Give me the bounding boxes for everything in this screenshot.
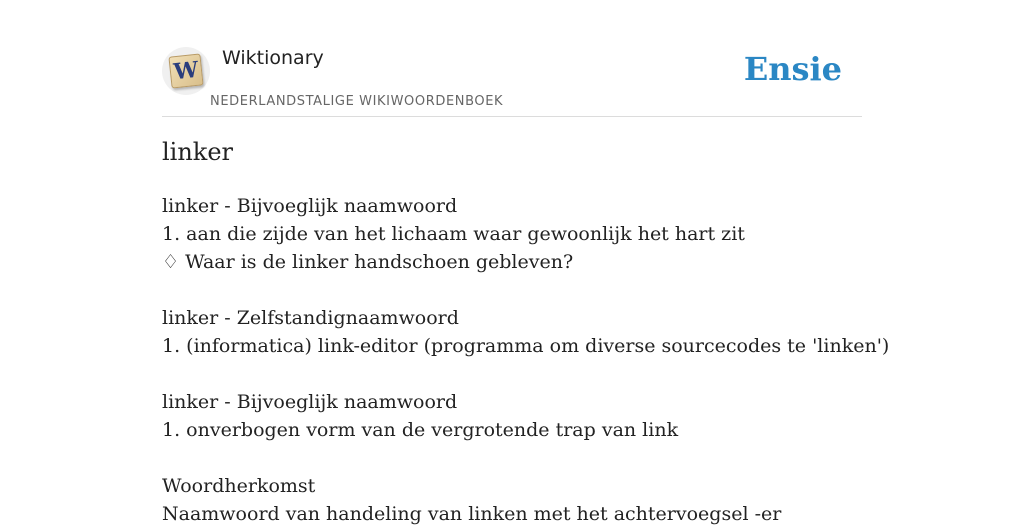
entry-example: ♢ Waar is de linker handschoen gebleven?: [162, 251, 574, 273]
entry-heading: linker - Bijvoeglijk naamwoord: [162, 391, 458, 413]
wiktionary-logo[interactable]: [162, 47, 210, 95]
definitions-content: [162, 192, 890, 528]
entry-definition: 1. aan die zijde van het lichaam waar gewoonlijk het hart zit: [162, 223, 745, 245]
etymology-heading: Woordherkomst: [162, 475, 316, 497]
site-subtitle: NEDERLANDSTALIGE WIKIWOORDENBOEK: [210, 94, 504, 109]
spacer: [162, 360, 882, 388]
spacer: [162, 276, 882, 304]
header: [162, 40, 862, 117]
entry-definition: 1. (informatica) link-editor (programma om diverse sourcecodes te 'linken'): [162, 335, 890, 357]
ensie-brand-link[interactable]: Ensie: [743, 50, 842, 88]
entry-heading: linker - Zelfstandignaamwoord: [162, 307, 459, 329]
logo-tile-icon: W: [168, 53, 203, 88]
spacer: [162, 444, 882, 472]
page-title: linker: [162, 138, 234, 166]
entry-heading: linker - Bijvoeglijk naamwoord: [162, 195, 458, 217]
site-name[interactable]: Wiktionary: [222, 47, 324, 69]
entry-definition: 1. onverbogen vorm van de vergrotende trap van link: [162, 419, 679, 441]
etymology-text: Naamwoord van handeling van linken met het achtervoegsel -er: [162, 503, 782, 525]
